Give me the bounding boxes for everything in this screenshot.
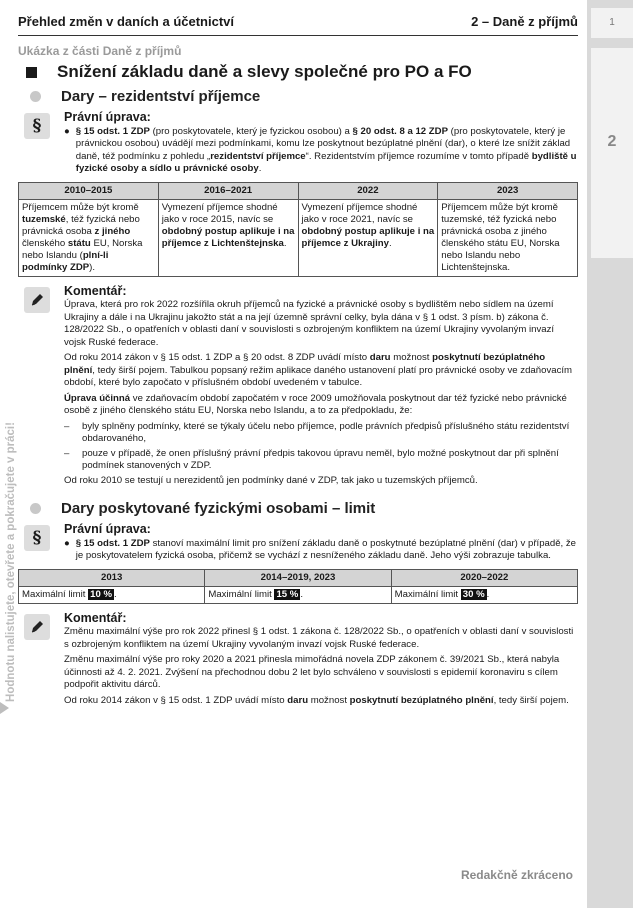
comment-paragraph: Od roku 2010 se testují u nerezidentů jen podmínky dané v ZDP, tak jako u tuzemských příjemců. xyxy=(64,474,478,486)
law-label: Právní úprava: xyxy=(64,110,151,124)
section-heading-text: Dary – rezidentství příjemce xyxy=(61,88,261,105)
pen-icon xyxy=(24,614,50,640)
comment-label: Komentář: xyxy=(64,610,127,625)
table-header: 2014–2019, 2023 xyxy=(205,569,391,586)
comment-block xyxy=(18,285,578,491)
header-title: Přehled změn v daních a účetnictví xyxy=(18,14,235,29)
section-heading-text: Dary poskytované fyzickými osobami – limit xyxy=(61,500,376,517)
tab-chapter-1[interactable]: 1 xyxy=(591,8,633,38)
page-title-text: Snížení základu daně a slevy společné pro PO a FO xyxy=(57,62,472,81)
table-cell: Vymezení příjemce shodné jako v roce 2015, navíc se obdobný postup aplikuje i na příjemce z Lichtenštejnska. xyxy=(158,199,298,276)
page-title xyxy=(18,62,578,82)
paragraph-icon: § xyxy=(24,113,50,139)
table-header: 2022 xyxy=(298,182,438,199)
comment-label: Komentář: xyxy=(64,283,127,298)
table-header: 2013 xyxy=(19,569,205,586)
header-chapter: 2 – Daně z příjmů xyxy=(471,14,578,29)
table-cell: Maximální limit 15 % . xyxy=(205,586,391,603)
list-item: – pouze v případě, že onen příslušný právní předpis takovou úpravu neměl, bylo možné poskytnout dar při splnění podmínek stanovených v ZDP. xyxy=(64,447,559,471)
square-bullet-icon xyxy=(26,67,37,78)
vertical-note: Hodnotu nalistujete, otevřete a pokračujete v práci! xyxy=(5,422,17,702)
table-cell: Maximální limit 10 % . xyxy=(19,586,205,603)
table-row xyxy=(19,199,578,276)
comment-paragraph: Od roku 2014 zákon v § 15 odst. 1 ZDP a § 20 odst. 8 ZDP uvádí místo daru možnost poskytnutí bezúplatného plnění, tedy širší pojem. Tabulkou popsaný režim aplikace daného ustanovení platí pro právnické osoby ve zdaňovacím období, které bylo započato v příslušném období uvedeném v tabulce. xyxy=(64,352,573,388)
table-row xyxy=(19,586,578,603)
section-heading xyxy=(18,500,578,517)
circle-bullet-icon xyxy=(30,503,41,514)
table-header: 2016–2021 xyxy=(158,182,298,199)
comment-paragraph: Úprava účinná ve zdaňovacím období započatém v roce 2009 umožňovala poskytnout dar též fyzické nebo právnické osobě z jiného členského státu EU, Norska nebo Islandu, a to za předpokladu, že: xyxy=(64,392,567,416)
law-block xyxy=(18,523,578,563)
table-header: 2020–2022 xyxy=(391,569,577,586)
section-heading xyxy=(18,88,578,105)
pen-icon xyxy=(24,287,50,313)
comment-paragraph: Změnu maximální výše pro rok 2022 přinesl § 1 odst. 1 zákona č. 128/2022 Sb., o opatřeních v oblasti daní v souvislosti s ozbrojeným konfliktem na území Ukrajiny vyvolaným invazí vojsk Ruské federace. xyxy=(64,626,574,650)
main-content xyxy=(18,44,578,716)
footer-note: Redakčně zkráceno xyxy=(460,868,573,882)
table-cell: Příjemcem může být kromě tuzemské, též fyzická nebo právnická osoba z jiného členského státu EU, Norska nebo Islandu nebo Lichtenštejnska. xyxy=(438,199,578,276)
list-item: – byly splněny podmínky, které se týkaly účelu nebo příjemce, podle právních předpisů příslušného státu rezidentství obdarovaného, xyxy=(64,420,570,444)
table-cell: Vymezení příjemce shodné jako v roce 2021, navíc se obdobný postup aplikuje i na příjemce z Ukrajiny. xyxy=(298,199,438,276)
law-label: Právní úprava: xyxy=(64,522,151,536)
table-header: 2010–2015 xyxy=(19,182,159,199)
comment-paragraph: Od roku 2014 zákon v § 15 odst. 1 ZDP uvádí místo daru možnost poskytnutí bezúplatného plnění, tedy širší pojem. xyxy=(64,694,569,706)
table-cell: Příjemcem může být kromě tuzemské, též fyzická nebo právnická osoba z jiného členského státu EU, Norska nebo Islandu (plní-li podmínky ZDP). xyxy=(19,199,159,276)
limit-table xyxy=(18,569,578,604)
law-text: ● § 15 odst. 1 ZDP (pro poskytovatele, který je fyzickou osobou) a § 20 odst. 8 a 12 ZDP (pro poskytovatele, který je právnickou osobou) uvádějí mezi podmínkami, komu lze poskytnout bezúplatné plnění (dar), o které lze snížit základ daně, též podmínku z pohledu „rezidentství příjemce“. Rezidentstvím příjemce rozumíme v tomto případě bydliště u fyzické osoby a sídlo u právnické osoby. xyxy=(64,125,577,174)
page-header xyxy=(18,8,578,36)
table-header: 2023 xyxy=(438,182,578,199)
circle-bullet-icon xyxy=(30,91,41,102)
recipient-table xyxy=(18,182,578,277)
tab-chapter-2[interactable]: 2 xyxy=(591,48,633,258)
triangle-marker-icon xyxy=(0,702,9,714)
table-cell: Maximální limit 30 % . xyxy=(391,586,577,603)
paragraph-icon: § xyxy=(24,525,50,551)
comment-paragraph: Změnu maximální výše pro roky 2020 a 2021 přinesla mimořádná novela ZDP zákonem č. 39/2021 Sb., která nabyla účinnosti až 4. 2. 2021. Zvýšení na přechodnou dobu 2 let bylo schváleno v souvislosti s epidemií koronaviru s cílem podpořit aktivitu dárců. xyxy=(64,654,560,690)
law-text: ● § 15 odst. 1 ZDP stanoví maximální limit pro snížení základu daně o poskytnuté bezúplatné plnění (dar) v případě, že je poskytovatelem fyzická osoba, přičemž se vychází z nesníženého základu daně. Jeho výši zobrazuje tabulka. xyxy=(64,537,576,561)
comment-paragraph: Úprava, která pro rok 2022 rozšířila okruh příjemců na fyzické a právnické osoby s bydlištěm nebo sídlem na území Ukrajiny a dále i na Ukrajinu jakožto stát a na její územně správní celky, byla dána v § 1 odst. 3 písm. b) zákona č. 128/2022 Sb., o opatřeních v oblasti daní v souvislosti s ozbrojeným konfliktem na území Ukrajiny vyvolaným invazí vojsk Ruské federace. xyxy=(64,299,555,348)
sample-label: Ukázka z části Daně z příjmů xyxy=(18,44,182,58)
comment-block xyxy=(18,612,578,711)
law-block xyxy=(18,111,578,176)
